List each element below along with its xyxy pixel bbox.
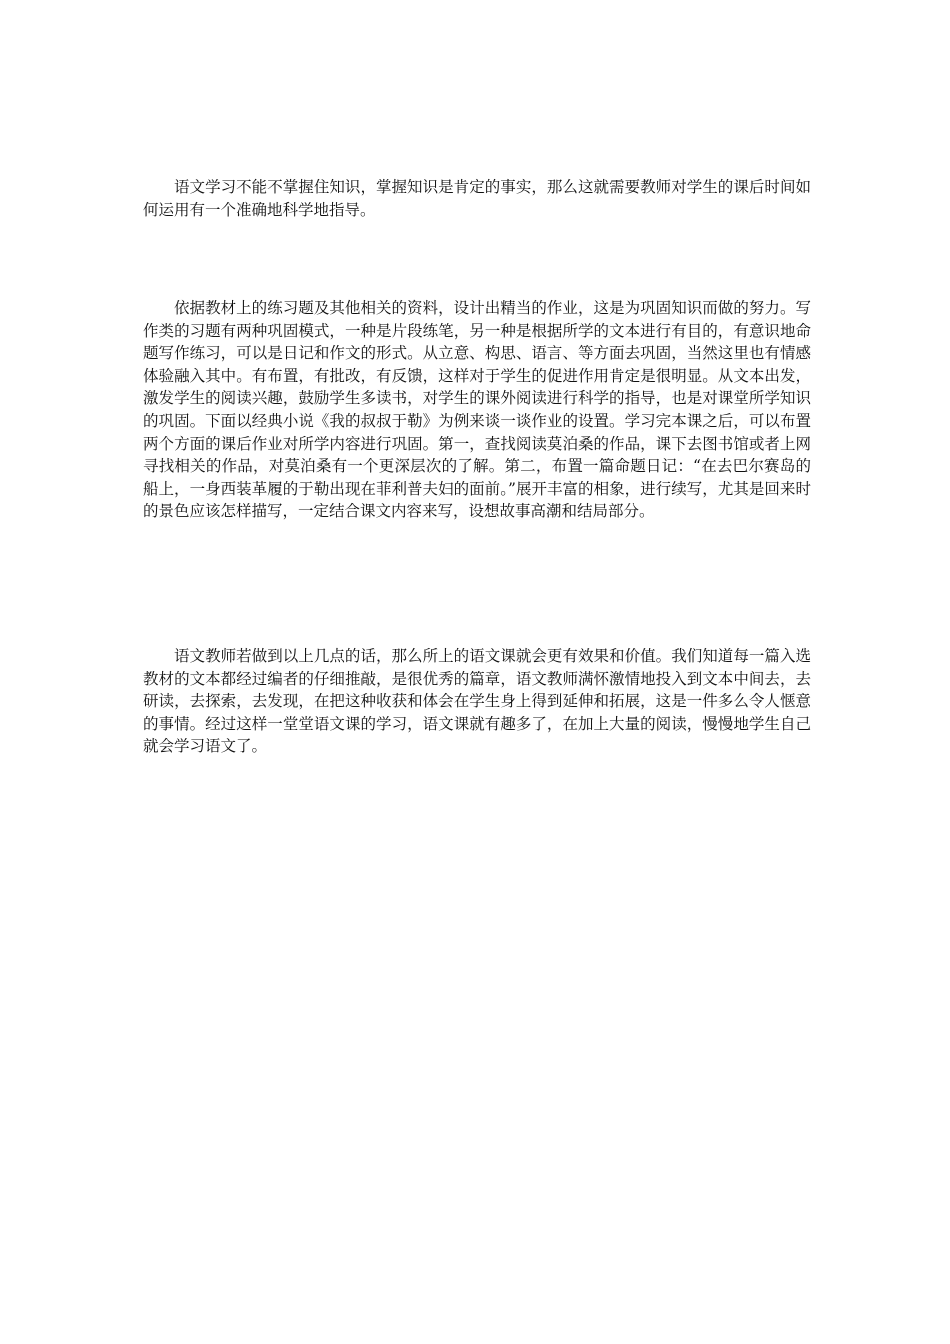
paragraph-homework: 依据教材上的练习题及其他相关的资料，设计出精当的作业，这是为巩固知识而做的努力。写作类的习题有两种巩固模式，一种是片段练笔，另一种是根据所学的文本进行有目的，有意识地命题写作练习，可以是日记和作文的形式。从立意、构思、语言、等方面去巩固，当然这里也有情感体验融入其中。有布置，有批改，有反馈，这样对于学生的促进作用肯定是很明显。从文本出发，激发学生的阅读兴趣，鼓励学生多读书，对学生的课外阅读进行科学的指导，也是对课堂所学知识的巩固。下面以经典小说《我的叔叔于勒》为例来谈一谈作业的设置。学习完本课之后，可以布置两个方面的课后作业对所学内容进行巩固。第一，查找阅读莫泊桑的作品，课下去图书馆或者上网寻找相关的作品，对莫泊桑有一个更深层次的了解。第二，布置一篇命题日记：“在去巴尔赛岛的船上，一身西装革履的于勒出现在菲利普夫妇的面前。”展开丰富的相象，进行续写，尤其是回来时的景色应该怎样描写，一定结合课文内容来写，设想故事高潮和结局部分。 (143, 299, 811, 521)
paragraph-conclusion: 语文教师若做到以上几点的话，那么所上的语文课就会更有效果和价值。我们知道每一篇入选教材的文本都经过编者的仔细推敲，是很优秀的篇章，语文教师满怀激情地投入到文本中间去，去研读，去探索，去发现，在把这种收获和体会在学生身上得到延伸和拓展，这是一件多么令人惬意的事情。经过这样一堂堂语文课的学习，语文课就有趣多了，在加上大量的阅读，慢慢地学生自己就会学习语文了。 (143, 647, 811, 756)
paragraph-intro: 语文学习不能不掌握住知识，掌握知识是肯定的事实，那么这就需要教师对学生的课后时间如何运用有一个准确地科学地指导。 (143, 178, 811, 219)
